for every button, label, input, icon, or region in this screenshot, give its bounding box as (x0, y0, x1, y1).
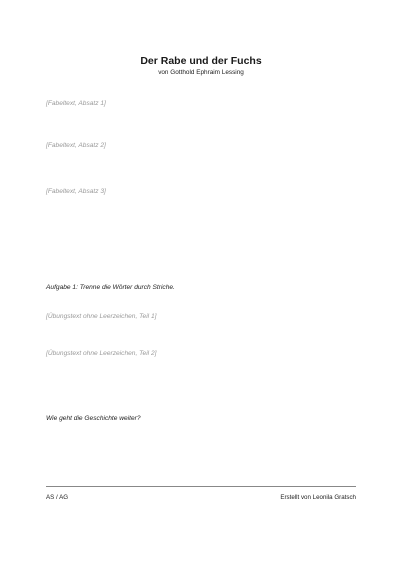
document-body (46, 0, 356, 566)
footer-author-credit: Erstellt von Leonila Gratsch (280, 494, 356, 501)
footer-divider (46, 486, 356, 487)
story-paragraph-1: [Fabeltext, Absatz 1] (46, 100, 106, 107)
document-author: von Gotthold Ephraim Lessing (158, 69, 244, 76)
task-1-text-2: [Übungstext ohne Leerzeichen, Teil 2] (46, 350, 157, 357)
document-title: Der Rabe und der Fuchs (140, 55, 262, 67)
footer-left-text: AS / AG (46, 494, 69, 501)
story-paragraph-2: [Fabeltext, Absatz 2] (46, 142, 106, 149)
task-1-heading: Aufgabe 1: Trenne die Wörter durch Striche. (46, 284, 175, 291)
story-paragraph-3: [Fabeltext, Absatz 3] (46, 188, 106, 195)
task-2-heading: Wie geht die Geschichte weiter? (46, 415, 141, 422)
task-1-text-1: [Übungstext ohne Leerzeichen, Teil 1] (46, 313, 157, 320)
